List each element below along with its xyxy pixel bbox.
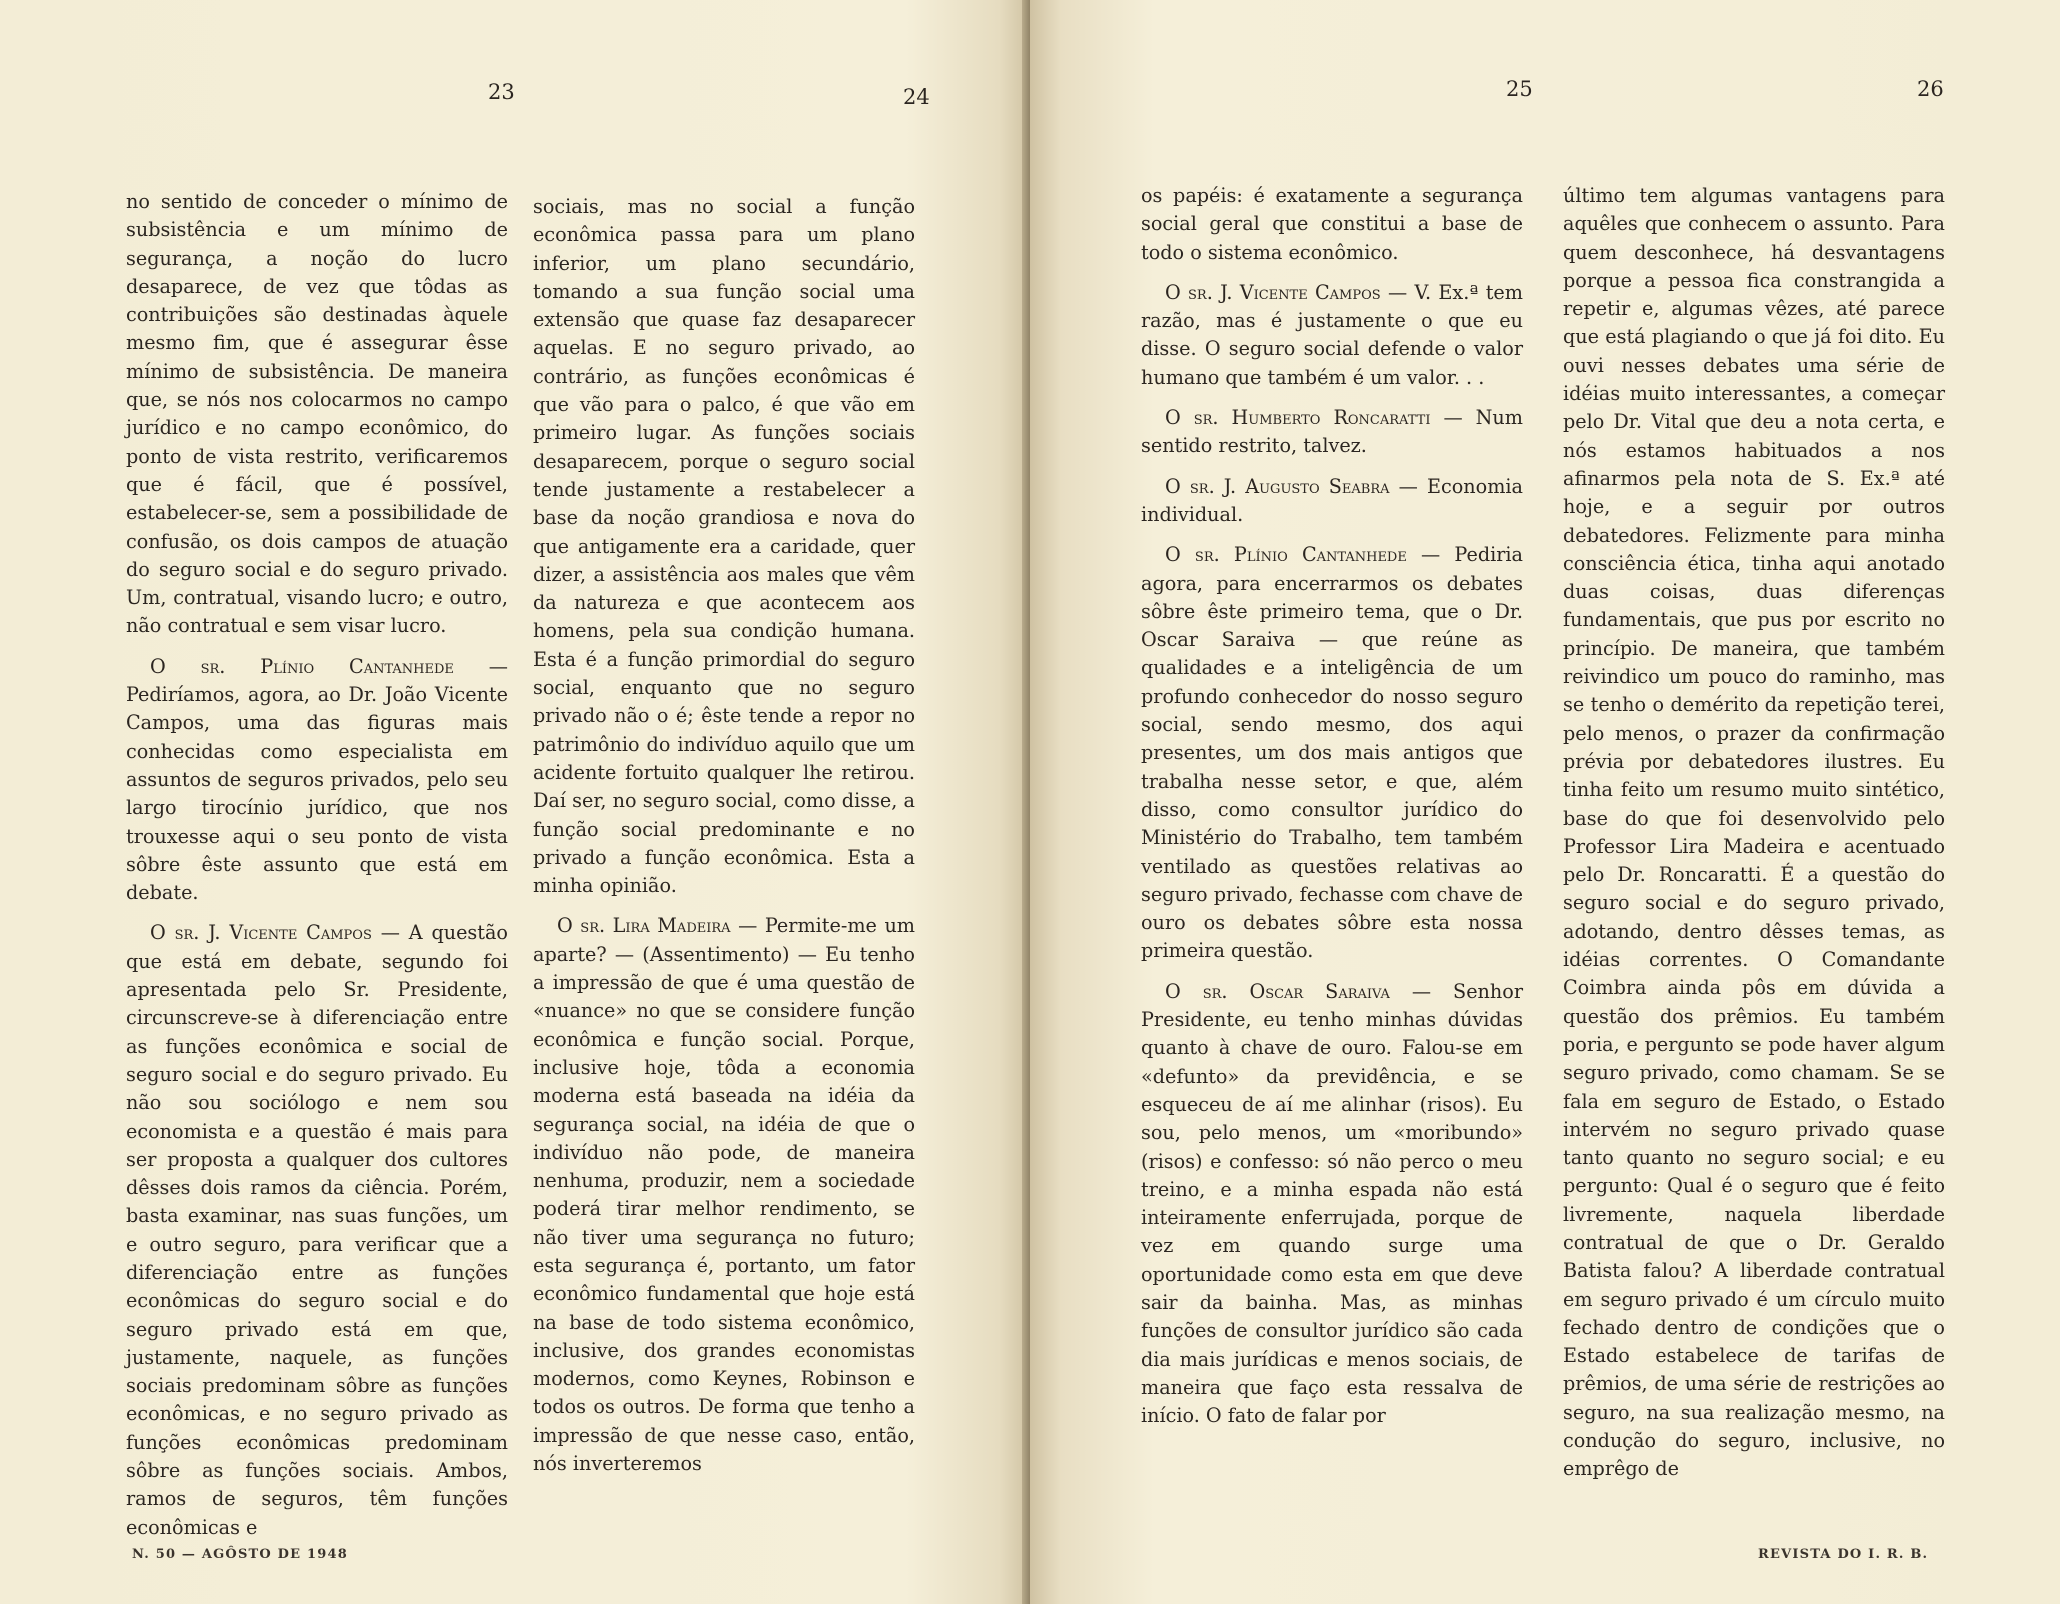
speaker-name: O sr. Oscar Saraiva (1165, 979, 1390, 1003)
footer-issue: N. 50 — AGÔSTO DE 1948 (132, 1547, 348, 1562)
speaker-name: O sr. Plínio Cantanhede (150, 654, 454, 678)
speech-text: — V. Ex.ª tem razão, mas é justamente o que eu disse. O seguro social defende o valor humano que também é um valor. . . (1141, 280, 1523, 389)
footer-journal: REVISTA DO I. R. B. (1758, 1547, 1929, 1562)
speech-text: — Pediríamos, agora, ao Dr. João Vicente Campos, uma das figuras mais conhecidas como especialista em assuntos de seguros privados, pelo seu largo tirocínio jurídico, que nos trouxesse aqui o seu ponto de vista sôbre êste assunto que está em debate. (126, 654, 508, 905)
speaker-name: O sr. J. Vicente Campos (150, 921, 372, 945)
speech-text: — Permite-me um aparte? — (Assentimento) — Eu tenho a impressão de que é uma questão de «nuance» no que se considere função econômica e função social. Porque, inclusive hoje, tôda a economia moderna está baseada na idéia da segurança social, na idéia de que o indivíduo não pode, de maneira nenhuma, produzir, nem a sociedade poderá tirar melhor rendimento, se não tiver uma segurança no futuro; esta segurança é, portanto, um fator econômico fundamental que hoje está na base de todo sistema econômico, inclusive, dos grandes economistas modernos, como Keynes, Robinson e todos os outros. De forma que tenho a impressão de que nesse caso, então, nós inverteremos (533, 914, 915, 1476)
page-number-23: 23 (488, 80, 515, 104)
paragraph (1141, 473, 1523, 530)
speech-text: — Economia individual. (1141, 474, 1523, 526)
paragraph (1141, 404, 1523, 461)
column-3 (1141, 182, 1523, 1430)
speaker-name: O sr. J. Vicente Campos (1165, 280, 1381, 304)
paragraph (1141, 541, 1523, 965)
speech-text: — Pediria agora, para encerrarmos os debates sôbre êste primeiro tema, que o Dr. Oscar Saraiva — que reúne as qualidades e a inteligência de um profundo conhecedor do nosso seguro social, sendo mesmo, dos aqui presentes, um dos mais antigos que trabalha nesse setor, e que, além disso, como consultor jurídico do Ministério do Trabalho, tem também ventilado as questões relativas ao seguro privado, fechasse com chave de ouro os debates sôbre esta nossa primeira questão. (1141, 543, 1523, 963)
column-4 (1563, 182, 1945, 1484)
paragraph: no sentido de conceder o mínimo de subsistência e um mínimo de segurança, a noção do lucro desaparece, de vez que tôdas as contribuições são destinadas àquele mesmo fim, que é assegurar êsse mínimo de subsistência. De maneira que, se nós nos colocarmos no campo jurídico e no campo econômico, do ponto de vista restrito, verificaremos que é fácil, que é possível, estabelecer-se, sem a possibilidade de confusão, os dois campos de atuação do seguro social e do seguro privado. Um, contratual, visando lucro; e outro, não contratual e sem visar lucro. (126, 190, 508, 638)
paragraph: sociais, mas no social a função econômica passa para um plano inferior, um plano secundário, tomando a sua função social uma extensão que quase faz desaparecer aquelas. E no seguro privado, ao contrário, as funções econômicas é que vão para o palco, é que vão em primeiro lugar. As funções sociais desaparecem, porque o seguro social tende justamente a restabelecer a base da noção grandiosa e nova do que antigamente era a caridade, quer dizer, a assistência aos males que vêm da natureza e que acontecem aos homens, pela sua condição humana. Esta é a função primordial do seguro social, enquanto que no seguro privado não o é; êste tende a repor no patrimônio do indivíduo aquilo que um acidente fortuito qualquer lhe retirou. Daí ser, no seguro social, como disse, a função social predominante e no privado a função econômica. Esta a minha opinião. (533, 195, 915, 898)
column-2 (533, 193, 915, 1478)
speech-text: — A questão que está em debate, segundo foi apresentada pelo Sr. Presidente, circunscreve-se à diferenciação entre as funções econômica e social de seguro social e do seguro privado. Eu não sou sociólogo e nem sou economista e a questão é mais para ser proposta a qualquer dos cultores dêsses dois ramos da ciência. Porém, basta examinar, nas suas funções, um e outro seguro, para verificar que a diferenciação entre as funções econômicas do seguro social e do seguro privado está em que, justamente, naquele, as funções sociais predominam sôbre as funções econômicas, e no seguro privado as funções econômicas predominam sôbre as funções sociais. Ambos, ramos de seguros, têm funções econômicas e (126, 921, 508, 1539)
speaker-name: O sr. Lira Madeira (557, 914, 731, 938)
paragraph (126, 653, 508, 908)
right-page (1030, 0, 2060, 1604)
paragraph (1141, 279, 1523, 392)
speech-text: — Senhor Presidente, eu tenho minhas dúvidas quanto à chave de ouro. Falou-se em «defunto» da previdência, e se esqueceu de aí me alinhar (risos). Eu sou, pelo menos, um «moribundo» (risos) e confesso: só não perco o meu treino, e a minha espada não está inteiramente enferrujada, porque de vez em quando surge uma oportunidade como esta em que deve sair da bainha. Mas, as minhas funções de consultor jurídico são cada dia mais jurídicas e menos sociais, de maneira que faço esta ressalva de início. O fato de falar por (1141, 979, 1523, 1428)
paragraph: último tem algumas vantagens para aquêles que conhecem o assunto. Para quem desconhece, há desvantagens porque a pessoa fica constrangida a repetir e, algumas vêzes, até parece que está plagiando o que já foi dito. Eu ouvi nesses debates uma série de idéias muito interessantes, a começar pelo Dr. Vital que deu a nota certa, e nós estamos habituados a nos afinarmos pela nota de S. Ex.ª até hoje, e a seguir por outros debatedores. Felizmente para minha consciência ética, tinha aqui anotado duas coisas, duas diferenças fundamentais, que pus por escrito no princípio. De maneira, que também reivindico um pouco do raminho, mas se tenho o demérito da repetição terei, pelo menos, o prazer da confirmação prévia por debatedores ilustres. Eu tinha feito um resumo muito sintético, base do que foi desenvolvido pelo Professor Lira Madeira e acentuado pelo Dr. Roncaratti. É a questão do seguro social e do seguro privado, adotando, dentro dêsses temas, as idéias correntes. O Comandante Coimbra ainda pôs em dúvida a questão dos prêmios. Eu também poria, e pergunto se pode haver algum seguro privado, como chamam. Se se fala em seguro de Estado, o Estado intervém no seguro privado quase tanto quanto no seguro social; e eu pergunto: Qual é o seguro que é feito livremente, naquela liberdade contratual de que o Dr. Geraldo Batista falou? A liberdade contratual em seguro privado é um círculo muito fechado dentro de condições que o Estado estabelece de tarifas de prêmios, de uma série de restrições ao seguro, na sua realização mesmo, na condução do seguro, inclusive, no emprêgo de (1563, 184, 1945, 1481)
column-1 (126, 188, 508, 1542)
speaker-name: O sr. Humberto Roncaratti (1165, 406, 1431, 430)
page-number-24: 24 (903, 85, 930, 109)
page-number-25: 25 (1506, 77, 1533, 101)
speech-text: — Num sentido restrito, talvez. (1141, 406, 1523, 458)
page-number-26: 26 (1917, 77, 1944, 101)
paragraph (1141, 978, 1523, 1431)
paragraph (126, 919, 508, 1542)
paragraph: os papéis: é exatamente a segurança social geral que constitui a base de todo o sistema econômico. (1141, 184, 1523, 264)
paragraph (533, 912, 915, 1478)
speaker-name: O sr. Plínio Cantanhede (1165, 543, 1407, 567)
speaker-name: O sr. J. Augusto Seabra (1165, 474, 1390, 498)
